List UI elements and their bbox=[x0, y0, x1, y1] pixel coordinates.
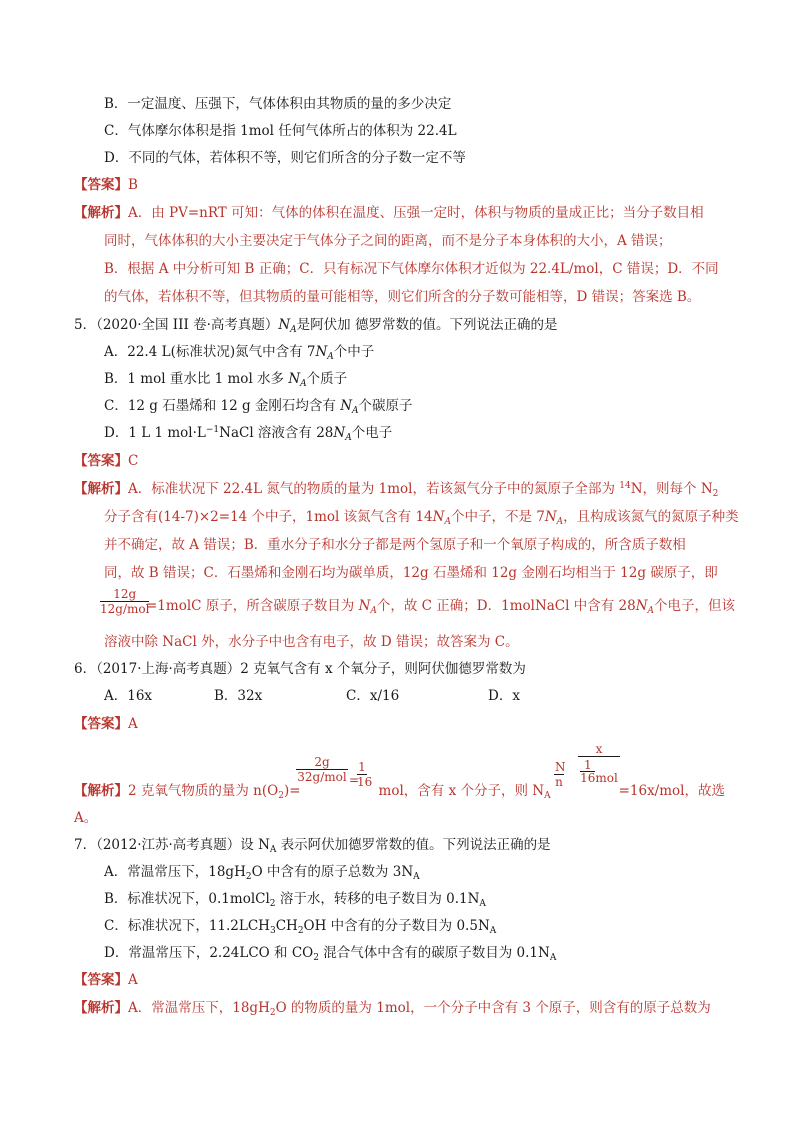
q5-option-d: D．1 L 1 $mol\cdot L^{-1}NaCl$ 溶液含有 $28N_A$个电子 bbox=[104, 425, 393, 443]
q6-fraction-n-over-n: $\frac{N}{n}$ bbox=[555, 760, 566, 789]
answer-tag: 【答案】 bbox=[74, 177, 128, 193]
q7-analysis-line-1: 【解析】A．常温常压下，$18gH_2O$ 的物质的量为 1mol，一个分子中含有 3 个原子，则含有的原子总数为 bbox=[74, 1000, 711, 1018]
q6-stem: 6．（2017·上海·高考真题）2 克氧气含有 x 个氧分子，则阿伏伽德罗常数为 bbox=[74, 661, 526, 677]
q5-answer: 【答案】C bbox=[74, 453, 139, 469]
q5-analysis-line-2: 分子含有(14-7)×2=14 个中子，1mol 该氮气含有 $14N_A$个中子，不是 $7N_A$，且构成该氮气的氮原子种类 bbox=[104, 509, 739, 527]
q7-option-c: C．标准状况下，$11.2LCH_3CH_2OH$ 中含有的分子数目为 $0.5N_A$ bbox=[104, 918, 497, 936]
q6-fraction-mass: 2g 32g/mol bbox=[297, 755, 347, 784]
q6-analysis-line-1: 【解析】2 克氧气物质的量为 $n(O_2)=$ mol，含有 x 个分子，则 $N_A =16x/mol$，故选 bbox=[74, 783, 725, 801]
q5-option-a: A．22.4 L(标准状况)氮气中含有 $7N_A$个中子 bbox=[104, 344, 375, 362]
q4-analysis-line-3: B．根据 A 中分析可知 B 正确；C．只有标况下气体摩尔体积才近似为 22.4L/mol，C 错误；D．不同 bbox=[104, 261, 719, 277]
q5-analysis-line-1: 【解析】A．标准状况下 22.4L 氮气的物质的量为 1mol，若该氮气分子中的氮原子全部为 $^{14}$N，则每个 $N_2$ bbox=[74, 481, 719, 499]
q5-analysis-line-4: 同，故 B 错误；C．石墨烯和金刚石均为碳单质，12g 石墨烯和 12g 金刚石均相当于 12g 碳原子，即 bbox=[104, 565, 718, 581]
q6-fraction-one-sixteenth: $\frac{1}{16}$ bbox=[357, 760, 373, 789]
q7-option-a: A．常温常压下，$18gH_2O$ 中含有的原子总数为 $3N_A$ bbox=[104, 864, 420, 882]
q6-answer: 【答案】A bbox=[74, 716, 138, 732]
q4-analysis-line-1: 【解析】A．由 PV=nRT 可知：气体的体积在温度、压强一定时，体积与物质的量成正比；当分子数目相 bbox=[74, 205, 704, 221]
q5-fraction: 12g 12g/mol bbox=[100, 587, 150, 616]
q4-analysis-line-2: 同时，气体体积的大小主要决定于气体分子之间的距离，而不是分子本身体积的大小，A 错误； bbox=[104, 233, 672, 249]
q6-equals: = bbox=[349, 773, 360, 787]
q7-option-b: B．标准状况下，0.1molCl$_2$ 溶于水，转移的电子数目为 $0.1N_A$ bbox=[104, 891, 486, 909]
q4-answer bbox=[74, 175, 138, 195]
q7-answer: 【答案】A bbox=[74, 972, 138, 988]
q4-option-d: D．不同的气体，若体积不等，则它们所含的分子数一定不等 bbox=[104, 150, 466, 166]
q4-option-c: C．气体摩尔体积是指 1mol 任何气体所占的体积为 22.4L bbox=[104, 123, 457, 139]
q4-analysis-line-4: 的气体，若体积不等，但其物质的量可能相等，则它们所含的分子数可能相等，D 错误；答案选 B。 bbox=[104, 289, 701, 305]
q5-analysis-line-6: 溶液中除 NaCl 外，水分子中也含有电子，故 D 错误；故答案为 C。 bbox=[104, 634, 519, 650]
q5-option-b: B．1 mol 重水比 1 mol 水多 $N_A$个质子 bbox=[104, 371, 348, 389]
q6-option-c: C．x/16 bbox=[346, 688, 400, 704]
q5-option-c: C．12 g 石墨烯和 12 g 金刚石均含有 $N_A$个碳原子 bbox=[104, 398, 413, 416]
q6-fraction-complex: x $\frac{1}{16}$ mol bbox=[578, 742, 620, 785]
q6-option-a: A．16x bbox=[104, 688, 153, 704]
q5-analysis-line-3: 并不确定，故 A 错误；B．重水分子和水分子都是两个氢原子和一个氧原子构成的，所含质子数相 bbox=[104, 537, 686, 553]
q5-analysis-line-5: =1molC 原子，所含碳原子数目为 $N_A$个，故 C 正确；D．1molNaCl 中含有 $28N_A$个电子，但该 bbox=[146, 598, 736, 616]
analysis-tag: 【解析】 bbox=[74, 205, 128, 221]
q6-option-b: B．32x bbox=[214, 688, 263, 704]
q5-stem: 5．（2020·全国 III 卷·高考真题）$N_A$是阿伏加 德罗常数的值。下列说法正确的是 bbox=[74, 317, 558, 335]
q7-stem: 7．（2012·江苏·高考真题）设 $N_A$ 表示阿伏加德罗常数的值。下列说法正确的是 bbox=[74, 837, 551, 855]
q7-option-d: D．常温常压下，2.24LCO 和 $CO_2$ 混合气体中含有的碳原子数目为 $0.1N_A$ bbox=[104, 945, 557, 963]
q6-analysis-line-2: A。 bbox=[74, 810, 98, 826]
q6-option-d: D．x bbox=[488, 688, 520, 704]
q4-option-b: B．一定温度、压强下，气体体积由其物质的量的多少决定 bbox=[104, 96, 452, 112]
answer-value: B bbox=[128, 177, 138, 193]
